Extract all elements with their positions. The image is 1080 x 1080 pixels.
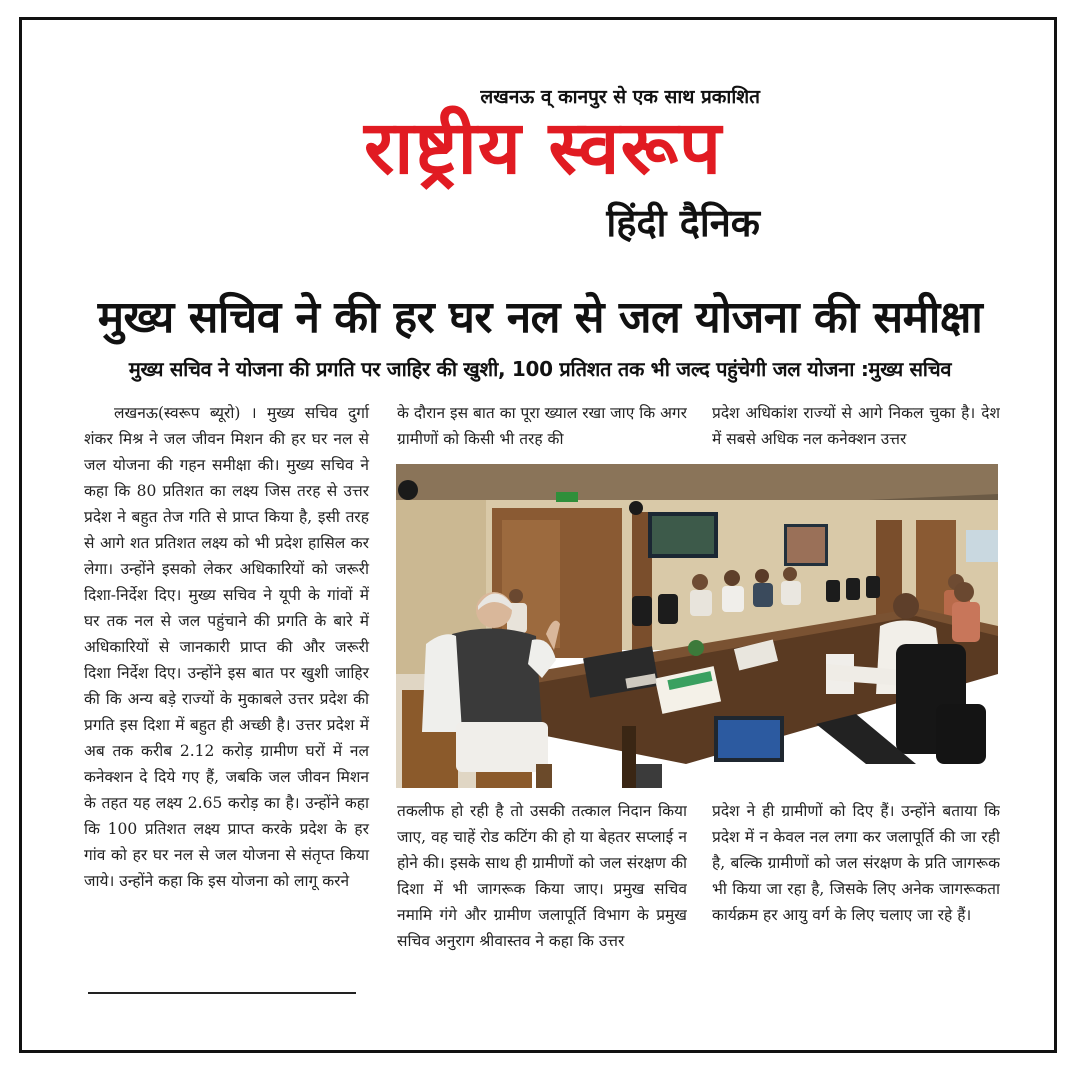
column-3-top-text: प्रदेश अधिकांश राज्यों से आगे निकल चुका है। देश में सबसे अधिक नल कनेक्शन उत्तर (712, 404, 1000, 448)
column-2-top-text: के दौरान इस बात का पूरा ख्याल रखा जाए कि अगर ग्रामीणों को किसी भी तरह की (397, 404, 687, 448)
article-headline: मुख्य सचिव ने की हर घर नल से जल योजना की समीक्षा (97, 292, 983, 343)
article-column-3-top (712, 400, 1000, 454)
article-column-3-bottom (712, 798, 1000, 984)
article-column-2-bottom (397, 798, 687, 984)
column-3-bottom-text: प्रदेश ने ही ग्रामीणों को दिए हैं। उन्होंने बताया कि प्रदेश में न केवल नल लगा कर जलापूर्ति की जा रही है, बल्कि ग्रामीणों को जल संरक्षण के प्रति जागरूक भी किया जा रहा है, जिसके लिए अनेक जागरूकता कार्यक्रम हर आयु वर्ग के लिए चलाए जा रहे हैं। (712, 802, 1000, 924)
column-1-text: लखनऊ(स्वरूप ब्यूरो) । मुख्य सचिव दुर्गा शंकर मिश्र ने जल जीवन मिशन की हर घर नल से जल योजना की गहन समीक्षा की। मुख्य सचिव ने कहा कि 80 प्रतिशत का लक्ष्य जिस तरह से उत्तर प्रदेश ने बहुत तेज गति से प्राप्त किया है, इसी तरह से आगे शत प्रतिशत लक्ष्य को भी प्रदेश हासिल कर लेगा। उन्होंने इसको लेकर अधिकारियों को जरूरी दिशा-निर्देश दिए। मुख्य सचिव ने यूपी के गांवों में घर तक नल से जल पहुंचाने की प्रगति के बारे में अधिकारियों से जानकारी प्राप्त की और जरूरी दिशा निर्देश दिए। उन्होंने इस बात पर खुशी जाहिर की कि अन्य बड़े राज्यों के मुकाबले उत्तर प्रदेश की प्रगति इस दिशा में बहुत ही अच्छी है। उत्तर प्रदेश में अब तक करीब 2.12 करोड़ ग्रामीण घरों में नल कनेक्शन दे दिये गए हैं, जबकि जल जीवन मिशन के तहत यह लक्ष्य 2.65 करोड़ का है। उन्होंने कहा कि 100 प्रतिशत लक्ष्य प्राप्त करके प्रदेश के हर गांव को हर घर नल से जल योजना से संतृप्त किया जाये। उन्होंने कहा कि इस योजना को लागू करने (84, 404, 369, 890)
article-subheadline: मुख्य सचिव ने योजना की प्रगति पर जाहिर की खुशी, 100 प्रतिशत तक भी जल्द पहुंचेगी जल योजना :मुख्य सचिव (128, 357, 952, 381)
newspaper-title: राष्ट्रीय स्वरूप (364, 105, 722, 191)
article-column-2-top (397, 400, 687, 454)
article-column-1 (84, 400, 369, 980)
article-end-rule (88, 992, 356, 994)
meeting-photo (396, 464, 998, 788)
masthead-tagline: लखनऊ व् कानपुर से एक साथ प्रकाशित (480, 86, 760, 108)
column-2-bottom-text: तकलीफ हो रही है तो उसकी तत्काल निदान किया जाए, वह चाहें रोड कटिंग की हो या बेहतर सप्लाई न होने की। इसके साथ ही ग्रामीणों को जल संरक्षण की दिशा में भी जागरूक किया जाए। प्रमुख सचिव नमामि गंगे और ग्रामीण जलापूर्ति विभाग के प्रमुख सचिव अनुराग श्रीवास्तव ने कहा कि उत्तर (397, 802, 687, 950)
newspaper-subtitle: हिंदी दैनिक (606, 201, 760, 245)
